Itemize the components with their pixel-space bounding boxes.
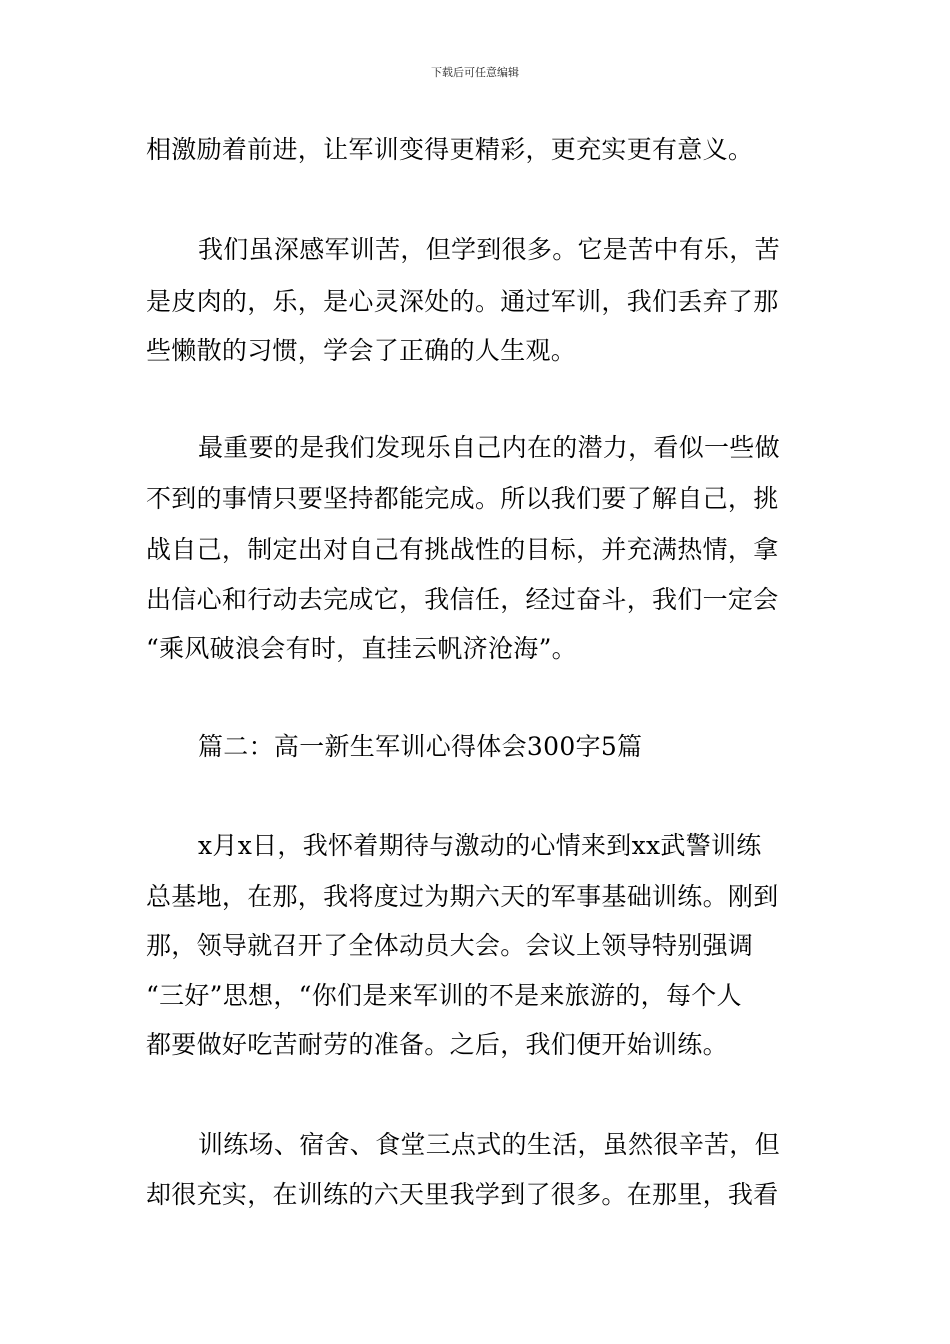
paragraph-first-line: 训练场、宿舍、食堂三点式的生活，虽然很辛苦，但 (198, 1130, 780, 1159)
body-line: 出信心和行动去完成它，我信任，经过奋斗，我们一定会 (146, 585, 779, 614)
body-line: “三好”思想，“你们是来军训的不是来旅游的，每个人 (146, 981, 742, 1010)
section-heading: 篇二：高一新生军训心得体会300字5篇 (198, 732, 643, 761)
body-line: 却很充实，在训练的六天里我学到了很多。在那里，我看 (146, 1180, 779, 1209)
body-line: 总基地，在那，我将度过为期六天的军事基础训练。刚到 (146, 882, 779, 911)
paragraph-first-line: x月x日，我怀着期待与激动的心情来到xx武警训练 (198, 831, 762, 860)
paragraph-first-line: 我们虽深感军训苦，但学到很多。它是苦中有乐，苦 (198, 235, 780, 264)
body-line: 那，领导就召开了全体动员大会。会议上领导特别强调 (146, 931, 754, 960)
body-line: 战自己，制定出对自己有挑战性的目标，并充满热情，拿 (146, 535, 779, 564)
page-header: 下载后可任意编辑 (431, 66, 519, 79)
body-line: 不到的事情只要坚持都能完成。所以我们要了解自己，挑 (146, 484, 779, 513)
paragraph-first-line: 最重要的是我们发现乐自己内在的潜力，看似一些做 (198, 433, 780, 462)
body-line: 相激励着前进，让军训变得更精彩，更充实更有意义。 (146, 135, 754, 164)
body-line: “乘风破浪会有时，直挂云帆济沧海”。 (146, 634, 577, 663)
body-line: 是皮肉的，乐，是心灵深处的。通过军训，我们丢弃了那 (146, 287, 779, 316)
body-line: 都要做好吃苦耐劳的准备。之后，我们便开始训练。 (146, 1030, 728, 1059)
body-line: 些懒散的习惯，学会了正确的人生观。 (146, 336, 577, 365)
